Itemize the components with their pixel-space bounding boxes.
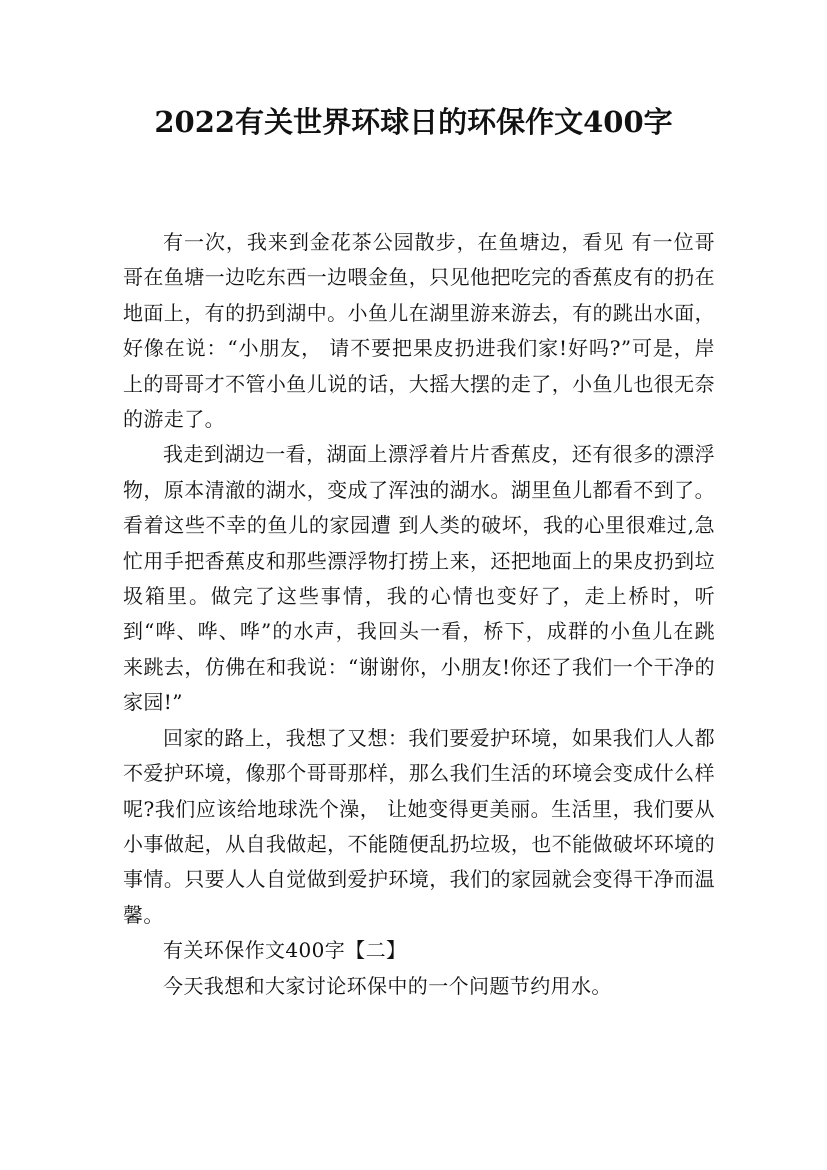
- section-heading: 有关环保作文400字【二】: [163, 938, 407, 963]
- paragraph-4: 今天我想和大家讨论环保中的一个问题节约用水。: [163, 973, 612, 998]
- paragraph-2: 我走到湖边一看，湖面上漂浮着片片香蕉皮，还有很多的漂浮物，原本清澈的湖水，变成了浑浊的湖水。湖里鱼儿都看不到了。看着这些不幸的鱼儿的家园遭 到人类的破坏，我的心里很难过,急忙用手把香蕉皮和那些漂浮物打捞上来，还把地面上的果皮扔到垃圾箱里。做完了这些事情，我的心情也变好了，走上桥时，听 到“哗、哗、哗”的水声，我回头一看，桥下，成群的小鱼儿在跳来跳去，仿佛在和我说：“谢谢你，小朋友!你还了我们一个干净的家园!”: [123, 442, 715, 715]
- document-body: [123, 225, 715, 1004]
- document-title: 2022有关世界环球日的环保作文400字: [154, 105, 673, 139]
- paragraph-3: 回家的路上，我想了又想：我们要爱护环境，如果我们人人都不爱护环境，像那个哥哥那样，那么我们生活的环境会变成什么样呢?我们应该给地球洗个澡， 让她变得更美丽。生活里，我们要从小事做起，从自我做起，不能随便乱扔垃圾，也不能做破坏环境的事情。只要人人自觉做到爱护环境，我们的家园就会变得干净而温馨。: [123, 725, 715, 927]
- paragraph-1: 有一次，我来到金花茶公园散步，在鱼塘边，看见 有一位哥哥在鱼塘一边吃东西一边喂金鱼，只见他把吃完的香蕉皮有的扔在地面上，有的扔到湖中。小鱼儿在湖里游来游去，有的跳出水面，好像在说：“小朋友， 请不要把果皮扔进我们家!好吗?”可是，岸上的哥哥才不管小鱼儿说的话，大摇大摆的走了，小鱼儿也很无奈的游走了。: [123, 230, 715, 432]
